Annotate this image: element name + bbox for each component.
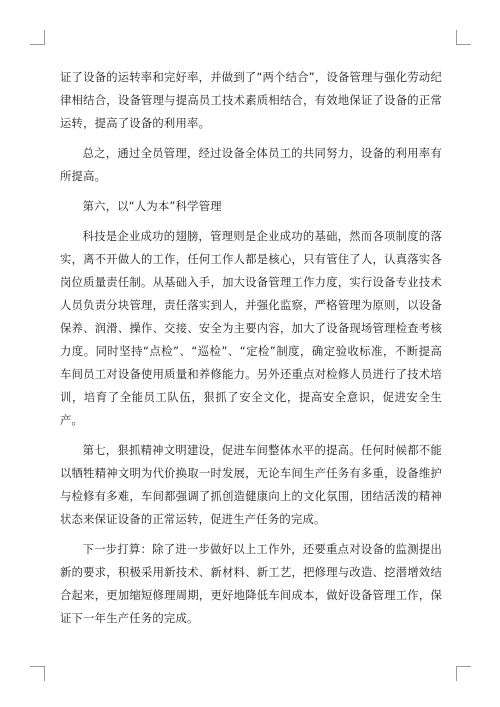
paragraph-continued: 证了设备的运转率和完好率，并做到了“两个结合”，设备管理与强化劳动纪律相结合，设备管理与提高员工技术素质相结合，有效地保证了设备的正常运转，提高了设备的利用率。 (60, 71, 442, 130)
paragraph-next-plan: 下一步打算：除了进一步做好以上工作外，还要重点对设备的监测提出新的要求，积极采用新技术、新材料、新工艺，把修理与改造、挖潜增效结合起来，更加缩短修理周期，更好地降低车间成本，做好设备管理工作，保证下一年生产任务的完成。 (60, 543, 442, 625)
paragraph-seventh: 第七，狠抓精神文明建设，促进车间整体水平的提高。任何时候都不能以牺牲精神文明为代价换取一时发展，无论车间生产任务有多重，设备维护与检修有多难，车间都强调了抓创造健康向上的文化氛围，团结活泼的精神状态来保证设备的正常运转，促进生产任务的完成。 (60, 444, 442, 526)
paragraph-summary: 总之，通过全员管理，经过设备全体员工的共同努力，设备的利用率有所提高。 (60, 147, 442, 183)
crop-mark-bottom-right (456, 666, 471, 681)
crop-mark-top-right (456, 30, 471, 45)
section-heading-sixth: 第六，以“人为本”科学管理 (82, 200, 222, 213)
crop-mark-bottom-left (30, 666, 45, 681)
paragraph-management: 科技是企业成功的翅膀，管理则是企业成功的基础，然而各项制度的落实，离不开做人的工作，任何工作人都是核心，只有管住了人，认真落实各岗位质量责任制。从基础入手，加大设备管理工作力度，实行设备专业技术人员负责分块管理，责任落实到人，并强化监察，严格管理为原则，以设备保养、润滑、操作、交接、安全为主要内容，加大了设备现场管理检查考核力度。同时坚持“点检”、“巡检”、“定检”制度，确定验收标准，不断提高车间员工对设备使用质量和养修能力。另外还重点对检修人员进行了技术培训，培育了全能员工队伍，狠抓了安全文化，提高安全意识，促进安全生产。 (60, 230, 442, 427)
crop-mark-top-left (30, 30, 45, 45)
document-page (60, 66, 442, 637)
